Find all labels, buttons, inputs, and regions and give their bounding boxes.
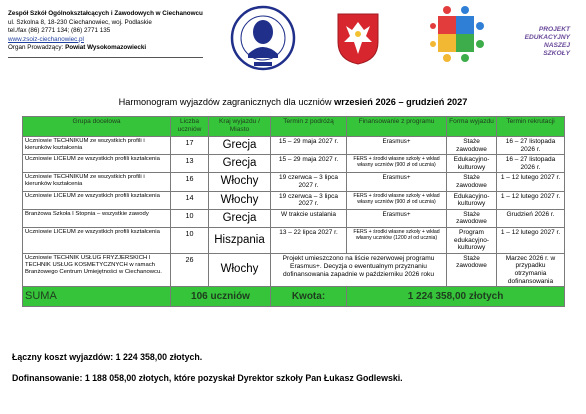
header-cell: Forma wyjazdu bbox=[447, 117, 497, 137]
title-prefix: Harmonogram wyjazdów zagranicznych dla uczniów bbox=[118, 97, 332, 107]
term-cell: 15 – 29 maja 2027 r. bbox=[271, 137, 347, 155]
group-cell: Uczniowie LICEUM ze wszystkich profili kształcenia bbox=[23, 227, 171, 253]
funding-cell bbox=[347, 173, 447, 191]
group-cell: Uczniowie TECHNIKUM ze wszystkich profili i kierunków kształcenia bbox=[23, 137, 171, 155]
recruitment-cell: 1 – 12 lutego 2027 r. bbox=[497, 227, 565, 253]
recruitment-cell: 16 – 27 listopada 2026 r. bbox=[497, 137, 565, 155]
school-name: Zespół Szkół Ogólnokształcących i Zawodowych w Ciechanowcu bbox=[8, 10, 203, 17]
country-cell: Grecja bbox=[209, 137, 271, 155]
country-cell: Włochy bbox=[209, 191, 271, 209]
country-cell: Włochy bbox=[209, 173, 271, 191]
count-cell: 10 bbox=[171, 227, 209, 253]
funding-text: Erasmus+ bbox=[382, 174, 411, 182]
term-cell: 19 czerwca – 3 lipca 2027 r. bbox=[271, 191, 347, 209]
recruitment-cell: 16 – 27 listopada 2026 r. bbox=[497, 155, 565, 173]
school-phone: tel./fax (86) 2771 134; (86) 2771 135 bbox=[8, 27, 111, 35]
funding-cell bbox=[347, 137, 447, 155]
table-row bbox=[23, 227, 565, 253]
header-cell: Termin rekrutacji bbox=[497, 117, 565, 137]
title-period: wrzesień 2026 – grudzień 2027 bbox=[334, 97, 468, 107]
form-cell: Staże zawodowe bbox=[447, 209, 497, 227]
form-cell: Edukacyjno-kulturowy bbox=[447, 191, 497, 209]
reserve-note-cell: Projekt umieszczono na liście rezerwowej programu Erasmus+. Decyzja o ewentualnym przyznaniu dofinansowania zapadnie w październiku 2026 roku bbox=[271, 253, 447, 286]
term-cell: 19 czerwca – 3 lipca 2027 r. bbox=[271, 173, 347, 191]
recruitment-cell: Grudzień 2026 r. bbox=[497, 209, 565, 227]
country-cell: Grecja bbox=[209, 209, 271, 227]
table-row bbox=[23, 137, 565, 155]
school-website-link[interactable]: www.zsoiz-ciechanowiec.pl bbox=[8, 35, 84, 43]
sum-amount-label: Kwota: bbox=[271, 287, 347, 307]
project-badge-line: PROJEKT bbox=[538, 26, 570, 33]
project-badge-text bbox=[520, 26, 570, 58]
authority-label: Organ Prowadzący: bbox=[8, 44, 64, 52]
count-cell: 26 bbox=[171, 253, 209, 286]
school-seal-logo bbox=[230, 4, 296, 76]
term-cell: 13 – 22 lipca 2027 r. bbox=[271, 227, 347, 253]
funding-cell: FERS + środki własne szkoły + wkład własny uczniów (1200 zł od ucznia) bbox=[347, 227, 447, 253]
group-cell: Uczniowie TECHNIK USŁUG FRYZJERSKICH I TECHNIK USŁUG KOSMETYCZNYCH w ramach Branżowego Centrum Umiejętności w Ciechanowcu. bbox=[23, 253, 171, 286]
table-header-row bbox=[23, 117, 565, 137]
sum-amount: 1 224 358,00 złotych bbox=[347, 287, 565, 307]
term-cell: 15 – 29 maja 2027 r. bbox=[271, 155, 347, 173]
count-cell: 16 bbox=[171, 173, 209, 191]
funding-cell: FERS + środki własne szkoły + wkład własny uczniów (900 zł od ucznia) bbox=[347, 155, 447, 173]
header-cell: Liczba uczniów bbox=[171, 117, 209, 137]
recruitment-cell: 1 – 12 lutego 2027 r. bbox=[497, 191, 565, 209]
table-row bbox=[23, 173, 565, 191]
funding-text: Erasmus+ bbox=[382, 210, 411, 218]
recruitment-cell: Marzec 2026 r. w przypadku otrzymania dofinansowania bbox=[497, 253, 565, 286]
count-cell: 17 bbox=[171, 137, 209, 155]
count-cell: 14 bbox=[171, 191, 209, 209]
authority-value: Powiat Wysokomazowiecki bbox=[65, 44, 147, 52]
count-cell: 13 bbox=[171, 155, 209, 173]
table-row bbox=[23, 191, 565, 209]
header-cell: Termin z podróżą bbox=[271, 117, 347, 137]
funding-cell: FERS + środki własne szkoły + wkład własny uczniów (900 zł od ucznia) bbox=[347, 191, 447, 209]
region-crest-logo bbox=[336, 12, 380, 66]
page-title bbox=[0, 97, 586, 107]
form-cell: Staże zawodowe bbox=[447, 173, 497, 191]
form-cell: Staże zawodowe bbox=[447, 137, 497, 155]
project-badge-line: NASZEJ SZKOŁY bbox=[543, 42, 570, 57]
funding-text: Erasmus+ bbox=[382, 138, 411, 145]
group-cell: Uczniowie LICEUM ze wszystkich profili kształcenia bbox=[23, 155, 171, 173]
form-cell: Program edukacyjno-kulturowy bbox=[447, 227, 497, 253]
sum-label: SUMA bbox=[23, 287, 171, 307]
header-cell: Grupa docelowa bbox=[23, 117, 171, 137]
header-cell: Finansowanie z programu bbox=[347, 117, 447, 137]
authority-line bbox=[8, 44, 213, 53]
school-address: ul. Szkolna 8, 18-230 Ciechanowiec, woj. Podlaskie bbox=[8, 18, 152, 26]
table-row bbox=[23, 209, 565, 227]
sum-row bbox=[23, 287, 565, 307]
header-cell: Kraj wyjazdu / Miasto bbox=[209, 117, 271, 137]
form-cell: Staże zawodowe bbox=[447, 253, 497, 286]
total-cost-line: Łączny koszt wyjazdów: 1 224 358,00 złotych. bbox=[12, 352, 203, 362]
country-cell: Włochy bbox=[209, 253, 271, 286]
table-row bbox=[23, 155, 565, 173]
project-badge-line: EDUKACYJNY bbox=[524, 34, 570, 41]
term-cell: W trakcie ustalania bbox=[271, 209, 347, 227]
sum-students: 106 uczniów bbox=[171, 287, 271, 307]
funding-line: Dofinansowanie: 1 188 058,00 złotych, które pozyskał Dyrektor szkoły Pan Łukasz Godlewski. bbox=[12, 373, 403, 383]
school-header bbox=[8, 10, 213, 58]
group-cell: Uczniowie LICEUM ze wszystkich profili kształcenia bbox=[23, 191, 171, 209]
country-cell: Hiszpania bbox=[209, 227, 271, 253]
header-divider bbox=[8, 57, 203, 58]
recruitment-cell: 1 – 12 lutego 2027 r. bbox=[497, 173, 565, 191]
group-cell: Uczniowie TECHNIKUM ze wszystkich profili i kierunków kształcenia bbox=[23, 173, 171, 191]
country-cell: Grecja bbox=[209, 155, 271, 173]
table-row bbox=[23, 253, 565, 286]
form-cell: Edukacyjno-kulturowy bbox=[447, 155, 497, 173]
funding-cell bbox=[347, 209, 447, 227]
group-cell: Branżowa Szkoła I Stopnia – wszystkie zawody bbox=[23, 209, 171, 227]
trips-table bbox=[22, 116, 565, 307]
count-cell: 10 bbox=[171, 209, 209, 227]
